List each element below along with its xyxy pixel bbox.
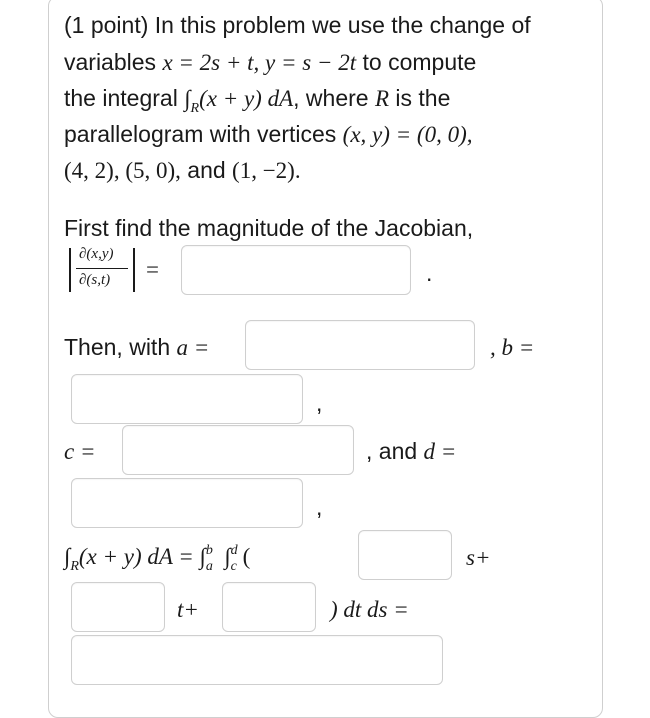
jacobian-period: . bbox=[426, 260, 433, 286]
problem-text-3c: is the bbox=[389, 85, 451, 111]
lhs-expression: (x + y) dA = bbox=[78, 544, 200, 569]
final-integral-lhs bbox=[64, 543, 251, 574]
b-input[interactable] bbox=[71, 374, 303, 424]
jacobian-equals: = bbox=[146, 257, 159, 282]
t-plus-label: t+ bbox=[177, 597, 199, 622]
integral-sign: ∫ bbox=[184, 86, 191, 111]
a-input[interactable] bbox=[245, 320, 475, 370]
jacobian-prompt: First find the magnitude of the Jacobian, bbox=[64, 215, 474, 241]
fraction-bar bbox=[76, 268, 128, 269]
problem-line-3 bbox=[64, 85, 451, 116]
vertices-list: (4, 2), (5, 0), bbox=[64, 158, 181, 183]
then-with-text: Then, with bbox=[64, 334, 177, 360]
vertex-last: (1, −2). bbox=[232, 158, 301, 183]
jacobian-input[interactable] bbox=[181, 245, 411, 295]
result-input[interactable] bbox=[71, 635, 443, 685]
problem-line-2 bbox=[64, 51, 476, 74]
vertex-equation: (x, y) = (0, 0), bbox=[342, 122, 473, 147]
open-paren: ( bbox=[236, 544, 251, 569]
substitution-formula: x = 2s + t, y = s − 2t bbox=[162, 50, 357, 75]
problem-text-5a: and bbox=[180, 157, 233, 183]
c-input[interactable] bbox=[122, 425, 354, 475]
problem-text-1: In this problem we use the change of bbox=[148, 12, 531, 38]
and-text: , and bbox=[366, 438, 424, 464]
c-label: c = bbox=[64, 439, 96, 464]
inner-integral-sign: ∫ bbox=[224, 544, 231, 569]
abs-bar-right bbox=[133, 248, 135, 292]
d-label: d = bbox=[423, 439, 457, 464]
comma-after-b: , bbox=[316, 390, 323, 416]
jacobian-denominator: ∂(s,t) bbox=[79, 272, 111, 288]
lower-limit-c: c bbox=[230, 559, 237, 574]
lhs-integral-sign: ∫ bbox=[64, 544, 71, 569]
constant-input[interactable] bbox=[222, 582, 316, 632]
problem-text-3a: the integral bbox=[64, 85, 185, 111]
s-plus-label: s+ bbox=[466, 545, 491, 570]
limits-line-3 bbox=[366, 440, 456, 463]
problem-line-4 bbox=[64, 123, 473, 146]
lower-limit-a: a bbox=[205, 559, 213, 574]
integral-subscript: R bbox=[190, 101, 200, 116]
problem-line-1 bbox=[64, 14, 531, 37]
region-symbol: R bbox=[374, 86, 390, 111]
outer-integral-sign: ∫ bbox=[199, 544, 206, 569]
problem-text-2a: variables bbox=[64, 49, 163, 75]
d-input[interactable] bbox=[71, 478, 303, 528]
abs-bar-left bbox=[69, 248, 71, 292]
problem-text-4a: parallelogram with vertices bbox=[64, 121, 343, 147]
close-dt-ds: ) dt ds = bbox=[330, 597, 409, 622]
coef-t-input[interactable] bbox=[71, 582, 165, 632]
integrand: (x + y) dA bbox=[199, 86, 294, 111]
jacobian-numerator: ∂(x,y) bbox=[79, 246, 114, 262]
limits-line-1 bbox=[64, 336, 209, 359]
upper-limit-d: d bbox=[230, 543, 238, 558]
problem-text-2b: to compute bbox=[356, 49, 477, 75]
coef-s-input[interactable] bbox=[358, 530, 452, 580]
a-label: a = bbox=[176, 335, 210, 360]
lhs-subscript: R bbox=[70, 559, 79, 574]
problem-text-3b: , where bbox=[293, 85, 375, 111]
upper-limit-b: b bbox=[205, 543, 213, 558]
b-label: , b = bbox=[490, 335, 535, 360]
comma-after-d: , bbox=[316, 494, 323, 520]
points-label: (1 point) bbox=[64, 12, 149, 38]
problem-line-5 bbox=[64, 159, 301, 182]
